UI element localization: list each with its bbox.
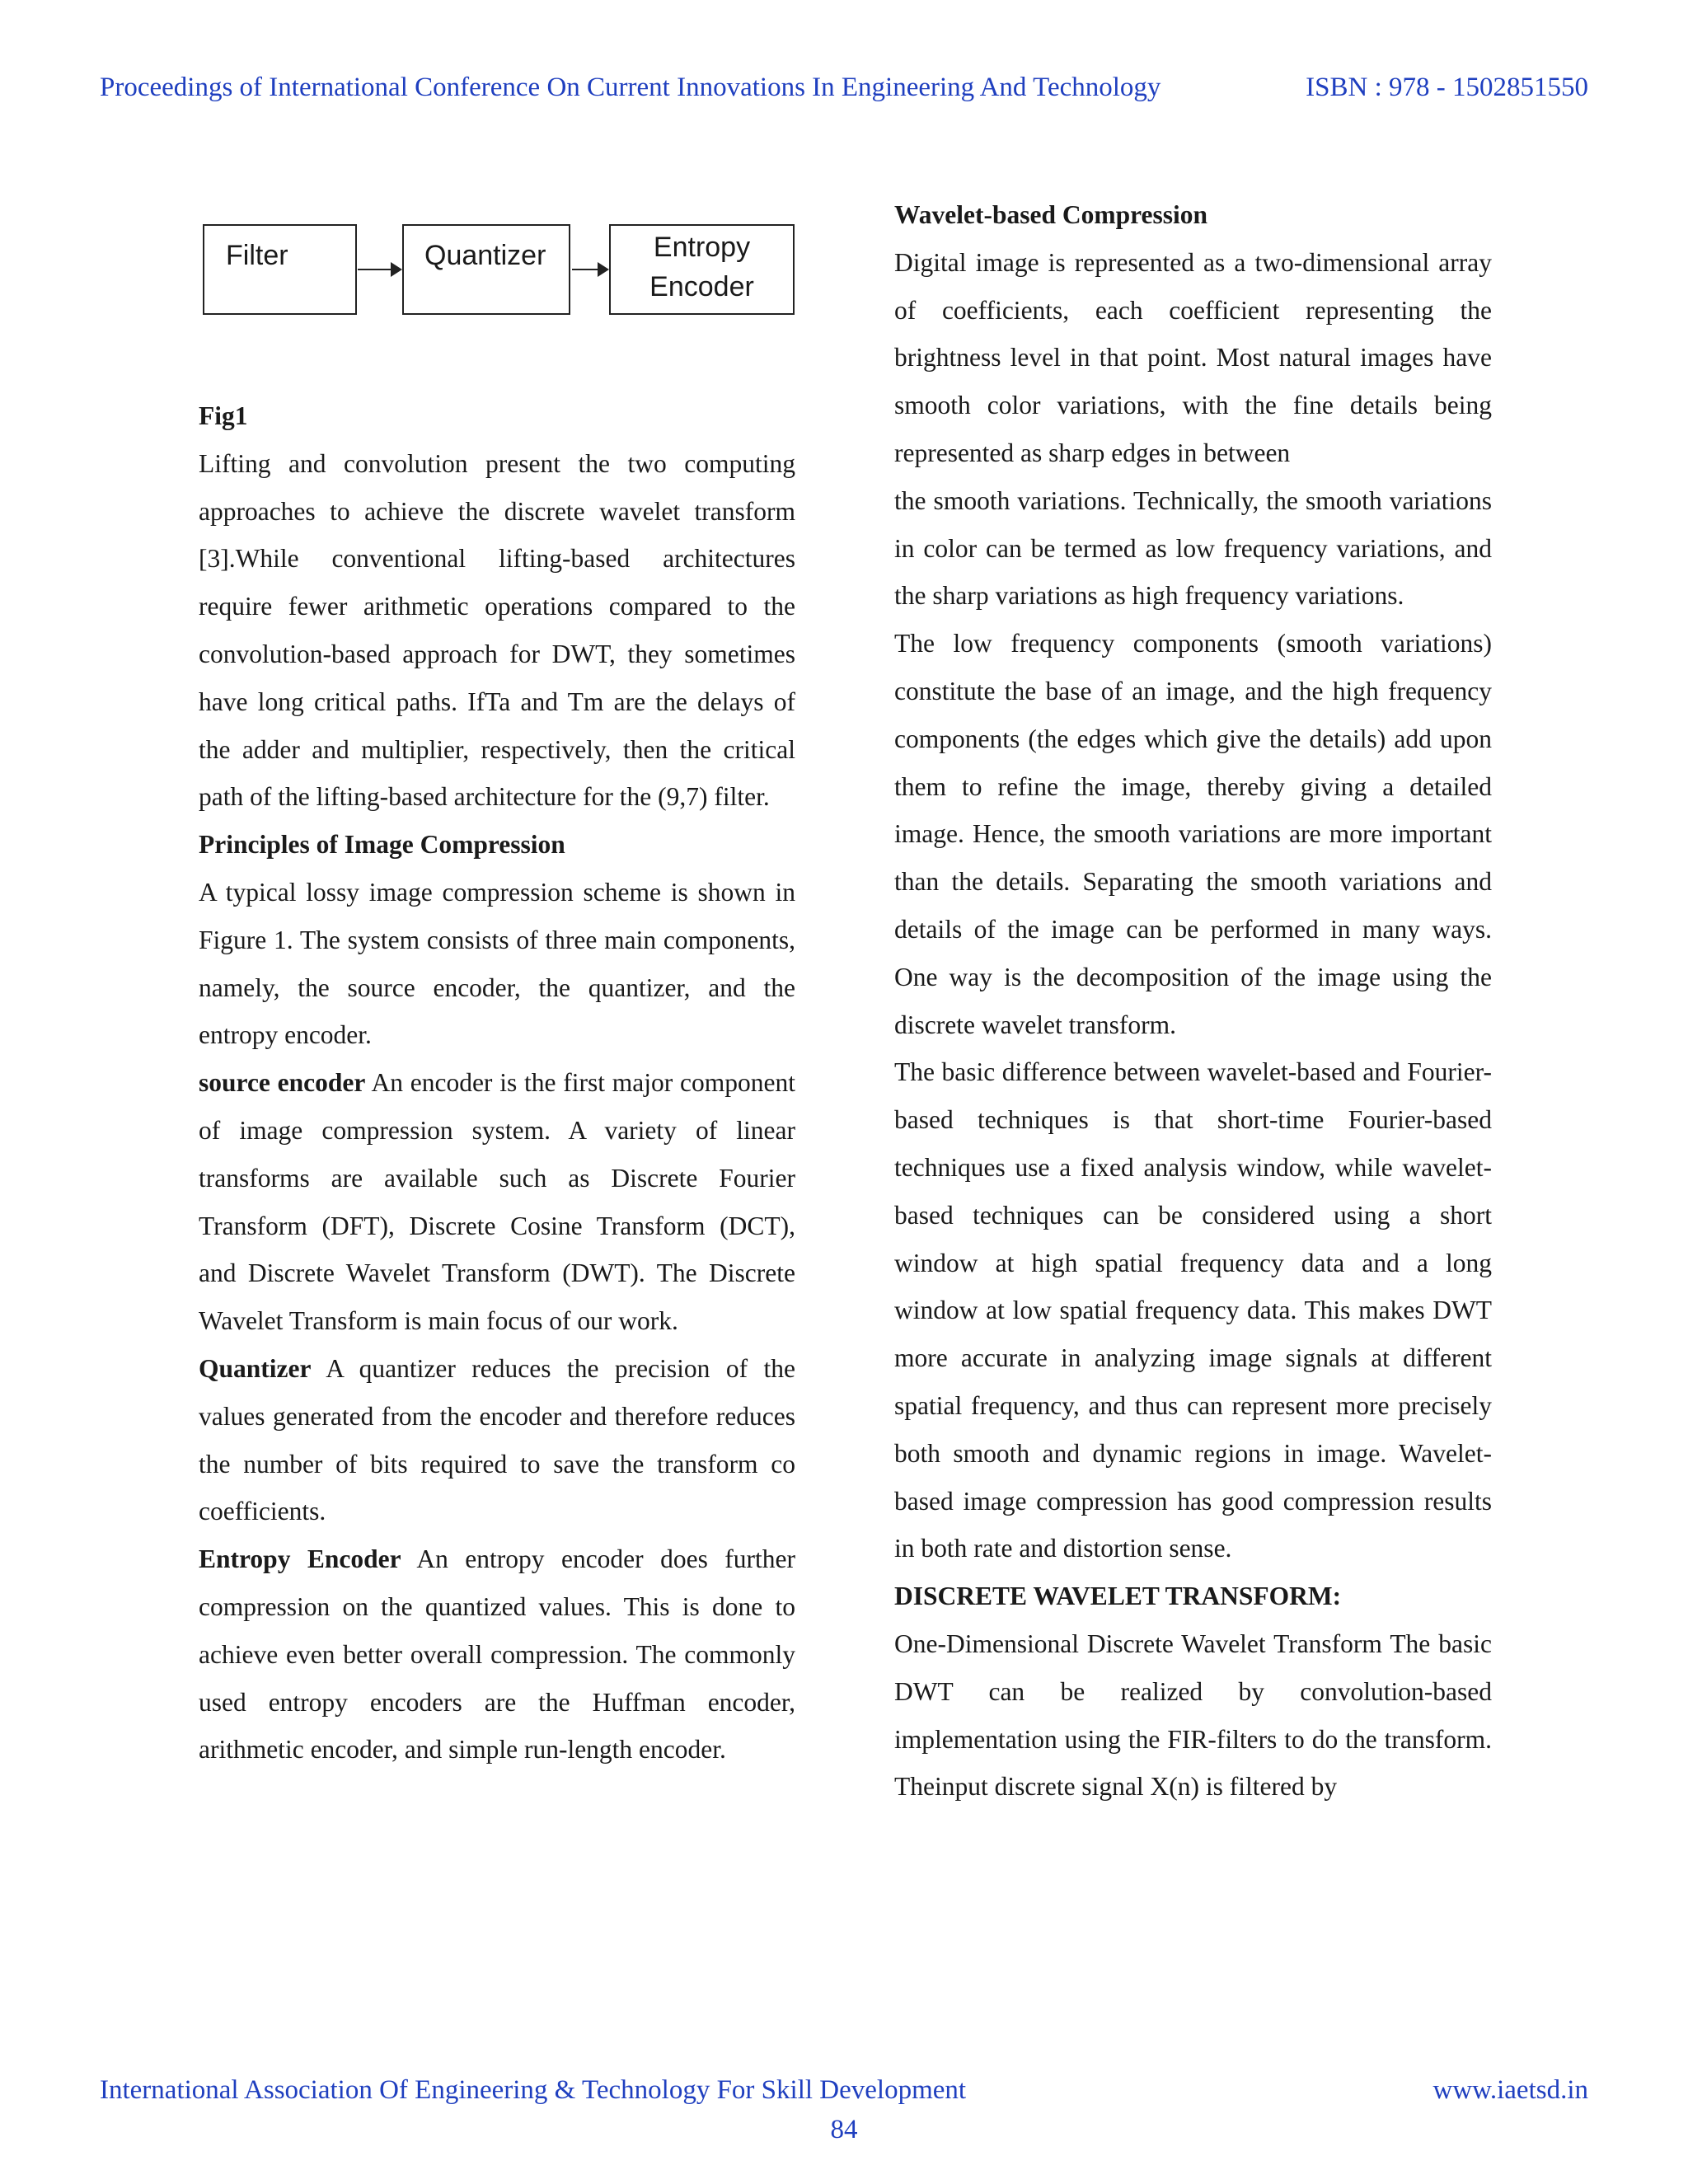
lead-entropy-encoder: Entropy Encoder (199, 1544, 401, 1574)
heading-wavelet-compression: Wavelet-based Compression (894, 200, 1208, 229)
header-isbn: ISBN : 978 - 1502851550 (1306, 73, 1588, 102)
entropy-encoder-line1: Entropy (653, 232, 751, 263)
right-column (894, 191, 1492, 1811)
paragraph-lifting: Lifting and convolution present the two computing approaches to achieve the discrete wavelet transform [3].While conventional lifting-based architectures require fewer arithmetic operations compared to the convolution-based approach for DWT, they sometimes have long critical paths. IfTa and Tm are the delays of the adder and multiplier, respectively, then the critical path of the lifting-based architecture for the (9,7) filter. (199, 448, 795, 812)
arrow-icon (572, 269, 607, 270)
entropy-encoder-line2: Encoder (649, 271, 754, 302)
lead-source-encoder: source encoder (199, 1068, 366, 1098)
paragraph-source-encoder (199, 1059, 795, 1345)
paragraph-low-frequency: The low frequency components (smooth variations) constitute the base of an image, and the high frequency components (the edges which give the details) add upon them to refine the image, thereby giving a detailed image. Hence, the smooth variations are more important than the details. Separating the smooth variations and details of the image can be performed in many ways. One way is the decomposition of the image using the discrete wavelet transform. (894, 629, 1492, 1039)
header-conference-title: Proceedings of International Conference On Current Innovations In Engineering And Technology (100, 73, 1161, 102)
heading-principles: Principles of Image Compression (199, 830, 565, 860)
left-column (199, 191, 795, 1774)
paragraph-digital-image: Digital image is represented as a two-dimensional array of coefficients, each coefficient representing the brightness level in that point. Most natural images have smooth color variations, with the fine details being represented as sharp edges in between (894, 247, 1492, 467)
lead-quantizer: Quantizer (199, 1353, 312, 1383)
text-quantizer: A quantizer reduces the precision of the values generated from the encoder and therefore reduces the number of bits required to save the transform co coefficients. (199, 1353, 795, 1526)
paragraph-scheme: A typical lossy image compression scheme is shown in Figure 1. The system consists of three main components, namely, the source encoder, the quantizer, and the entropy encoder. (199, 877, 795, 1050)
heading-dwt: DISCRETE WAVELET TRANSFORM: (894, 1582, 1342, 1611)
paragraph-quantizer (199, 1345, 795, 1535)
filter-box: Filter (203, 224, 357, 315)
entropy-encoder-box (609, 224, 795, 315)
figure-caption: Fig1 (199, 401, 248, 430)
footer-website-link[interactable]: www.iaetsd.in (1432, 2075, 1588, 2105)
arrow-icon (358, 269, 401, 270)
quantizer-box: Quantizer (402, 224, 570, 315)
paragraph-fourier: The basic difference between wavelet-based and Fourier-based techniques is that short-time Fourier-based techniques use a fixed analysis window, while wavelet-based techniques can be considered using a short window at high spatial frequency data and a long window at low spatial frequency data. This makes DWT more accurate in analyzing image signals at different spatial frequency, and thus can represent more precisely both smooth and dynamic regions in image. Wavelet-based image compression has good compression results in both rate and distortion sense. (894, 1057, 1492, 1563)
footer-organization: International Association Of Engineering & Technology For Skill Development (100, 2075, 967, 2105)
text-source-encoder: An encoder is the first major component of image compression system. A variety of linear transforms are available such as Discrete Fourier Transform (DFT), Discrete Cosine Transform (DCT), and Discrete Wavelet Transform (DWT). The Discrete Wavelet Transform is main focus of our work. (199, 1068, 795, 1336)
text-entropy-encoder: An entropy encoder does further compression on the quantized values. This is done to achieve even better overall compression. The commonly used entropy encoders are the Huffman encoder, arithmetic encoder, and simple run-length encoder. (199, 1544, 795, 1765)
page-number: 84 (830, 2115, 858, 2144)
paragraph-smooth-variations: the smooth variations. Technically, the smooth variations in color can be termed as low frequency variations, and the sharp variations as high frequency variations. (894, 485, 1492, 611)
paragraph-entropy-encoder (199, 1535, 795, 1774)
figure-block-diagram (199, 224, 795, 392)
paragraph-one-dimensional: One-Dimensional Discrete Wavelet Transform The basic DWT can be realized by convolution-based implementation using the FIR-filters to do the transform. Theinput discrete signal X(n) is filtered by (894, 1629, 1492, 1802)
